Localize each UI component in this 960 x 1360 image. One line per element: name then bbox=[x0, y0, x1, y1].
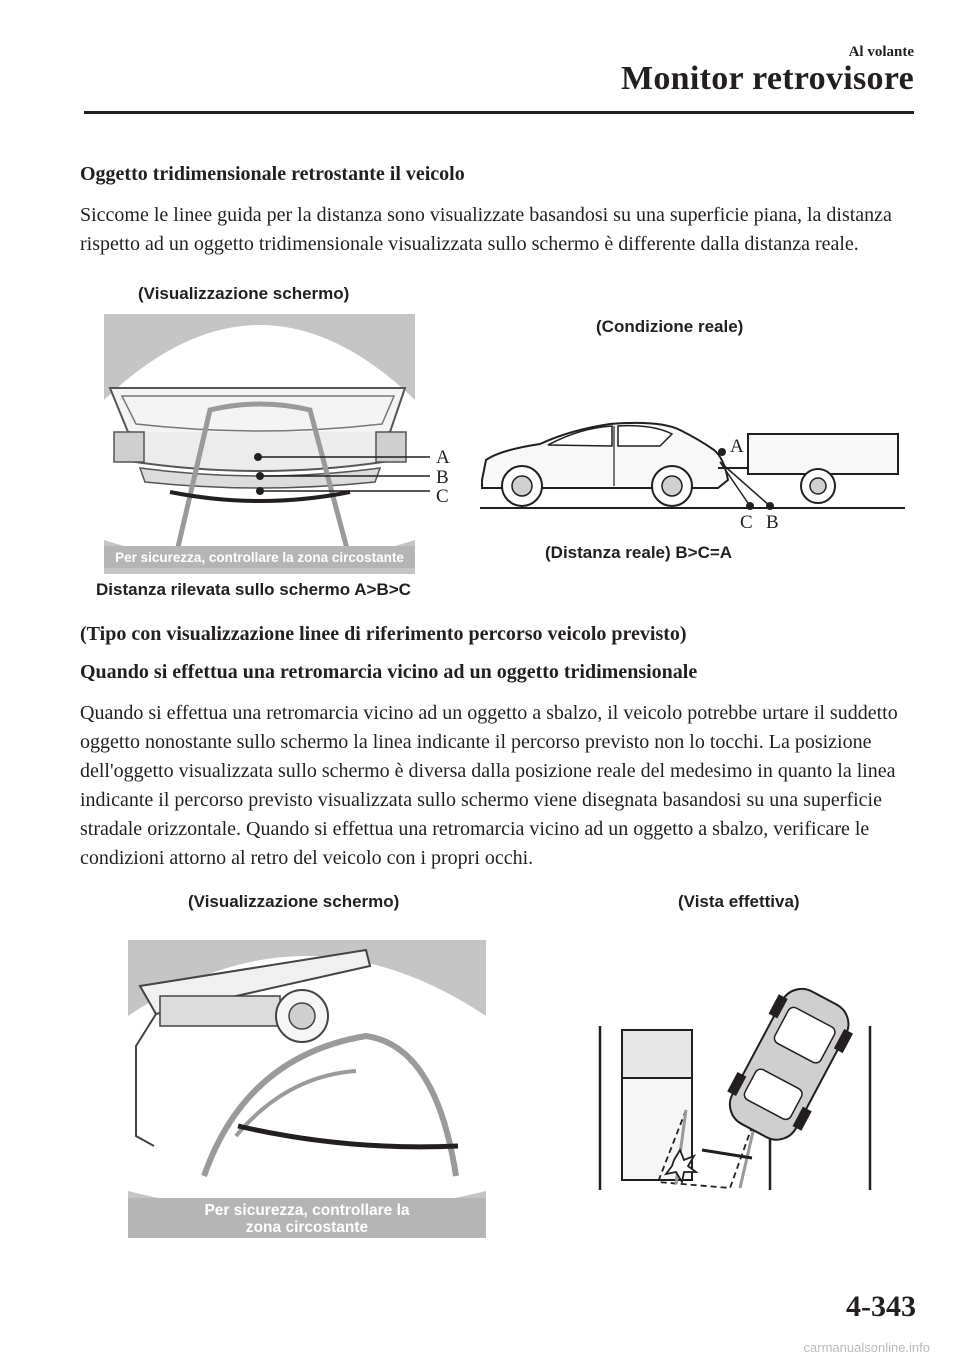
footer-site: carmanualsonline.info bbox=[803, 1340, 930, 1355]
figure1-screen-caption: (Visualizzazione schermo) bbox=[138, 284, 350, 303]
figure2-screen-view bbox=[126, 936, 488, 1240]
figure2-screen-warning-line2: zona circostante bbox=[245, 1219, 369, 1236]
figure1-real-distance-caption: (Distanza reale) B>C=A bbox=[545, 543, 733, 562]
figure1-label-b-real: B bbox=[766, 512, 779, 533]
figure1-label-a-real: A bbox=[730, 436, 744, 457]
figure1-label-c-real: C bbox=[740, 512, 753, 533]
figure1-real-caption: (Condizione reale) bbox=[596, 317, 744, 336]
section-heading-3d-object: Oggetto tridimensionale retrostante il veicolo bbox=[80, 163, 465, 185]
figure1-screen-warning: Per sicurezza, controllare la zona circostante bbox=[115, 550, 404, 565]
chapter-title: Monitor retrovisore bbox=[620, 60, 914, 97]
figure2-actual-view bbox=[590, 960, 880, 1200]
figure1-real-view bbox=[480, 423, 905, 510]
header-rule bbox=[84, 111, 914, 114]
figure1-diagram bbox=[100, 310, 920, 600]
type-note: (Tipo con visualizzazione linee di riferimento percorso veicolo previsto) bbox=[80, 623, 687, 645]
section-label: Al volante bbox=[848, 44, 914, 60]
figure1-label-c-screen: C bbox=[436, 486, 449, 507]
paragraph-reversing: Quando si effettua una retromarcia vicino ad un oggetto a sbalzo, il veicolo potrebbe urtare il suddetto oggetto nonostante sullo schermo la linea indicante il percorso previsto non lo tocchi. La posizione dell'oggetto visualizzata sullo schermo è diversa dalla posizione reale del medesimo in quanto la linea indicante il percorso previsto visualizzata sullo schermo viene disegnata basandosi su una superficie stradale orizzontale. Quando si effettua una retromarcia vicino ad un oggetto a sbalzo, verificare le condizioni attorno al retro del veicolo con i propri occhi. bbox=[80, 702, 898, 869]
figure2-actual-caption: (Vista effettiva) bbox=[678, 892, 800, 911]
figure2-screen-caption: (Visualizzazione schermo) bbox=[188, 892, 400, 911]
paragraph-3d-object: Siccome le linee guida per la distanza sono visualizzate basandosi su una superficie piana, la distanza rispetto ad un oggetto tridimensionale visualizzata sullo schermo è differente dalla distanza reale. bbox=[80, 204, 892, 255]
figure2-screen-warning-line1: Per sicurezza, controllare la bbox=[204, 1202, 410, 1219]
figure1-label-a-screen: A bbox=[436, 447, 450, 468]
page-number: 4-343 bbox=[846, 1290, 916, 1323]
figure1-screen-distance-caption: Distanza rilevata sullo schermo A>B>C bbox=[96, 580, 411, 599]
figure1-label-b-screen: B bbox=[436, 467, 449, 488]
figure1-screen-view bbox=[104, 314, 430, 574]
section-heading-reversing: Quando si effettua una retromarcia vicino ad un oggetto tridimensionale bbox=[80, 661, 698, 683]
